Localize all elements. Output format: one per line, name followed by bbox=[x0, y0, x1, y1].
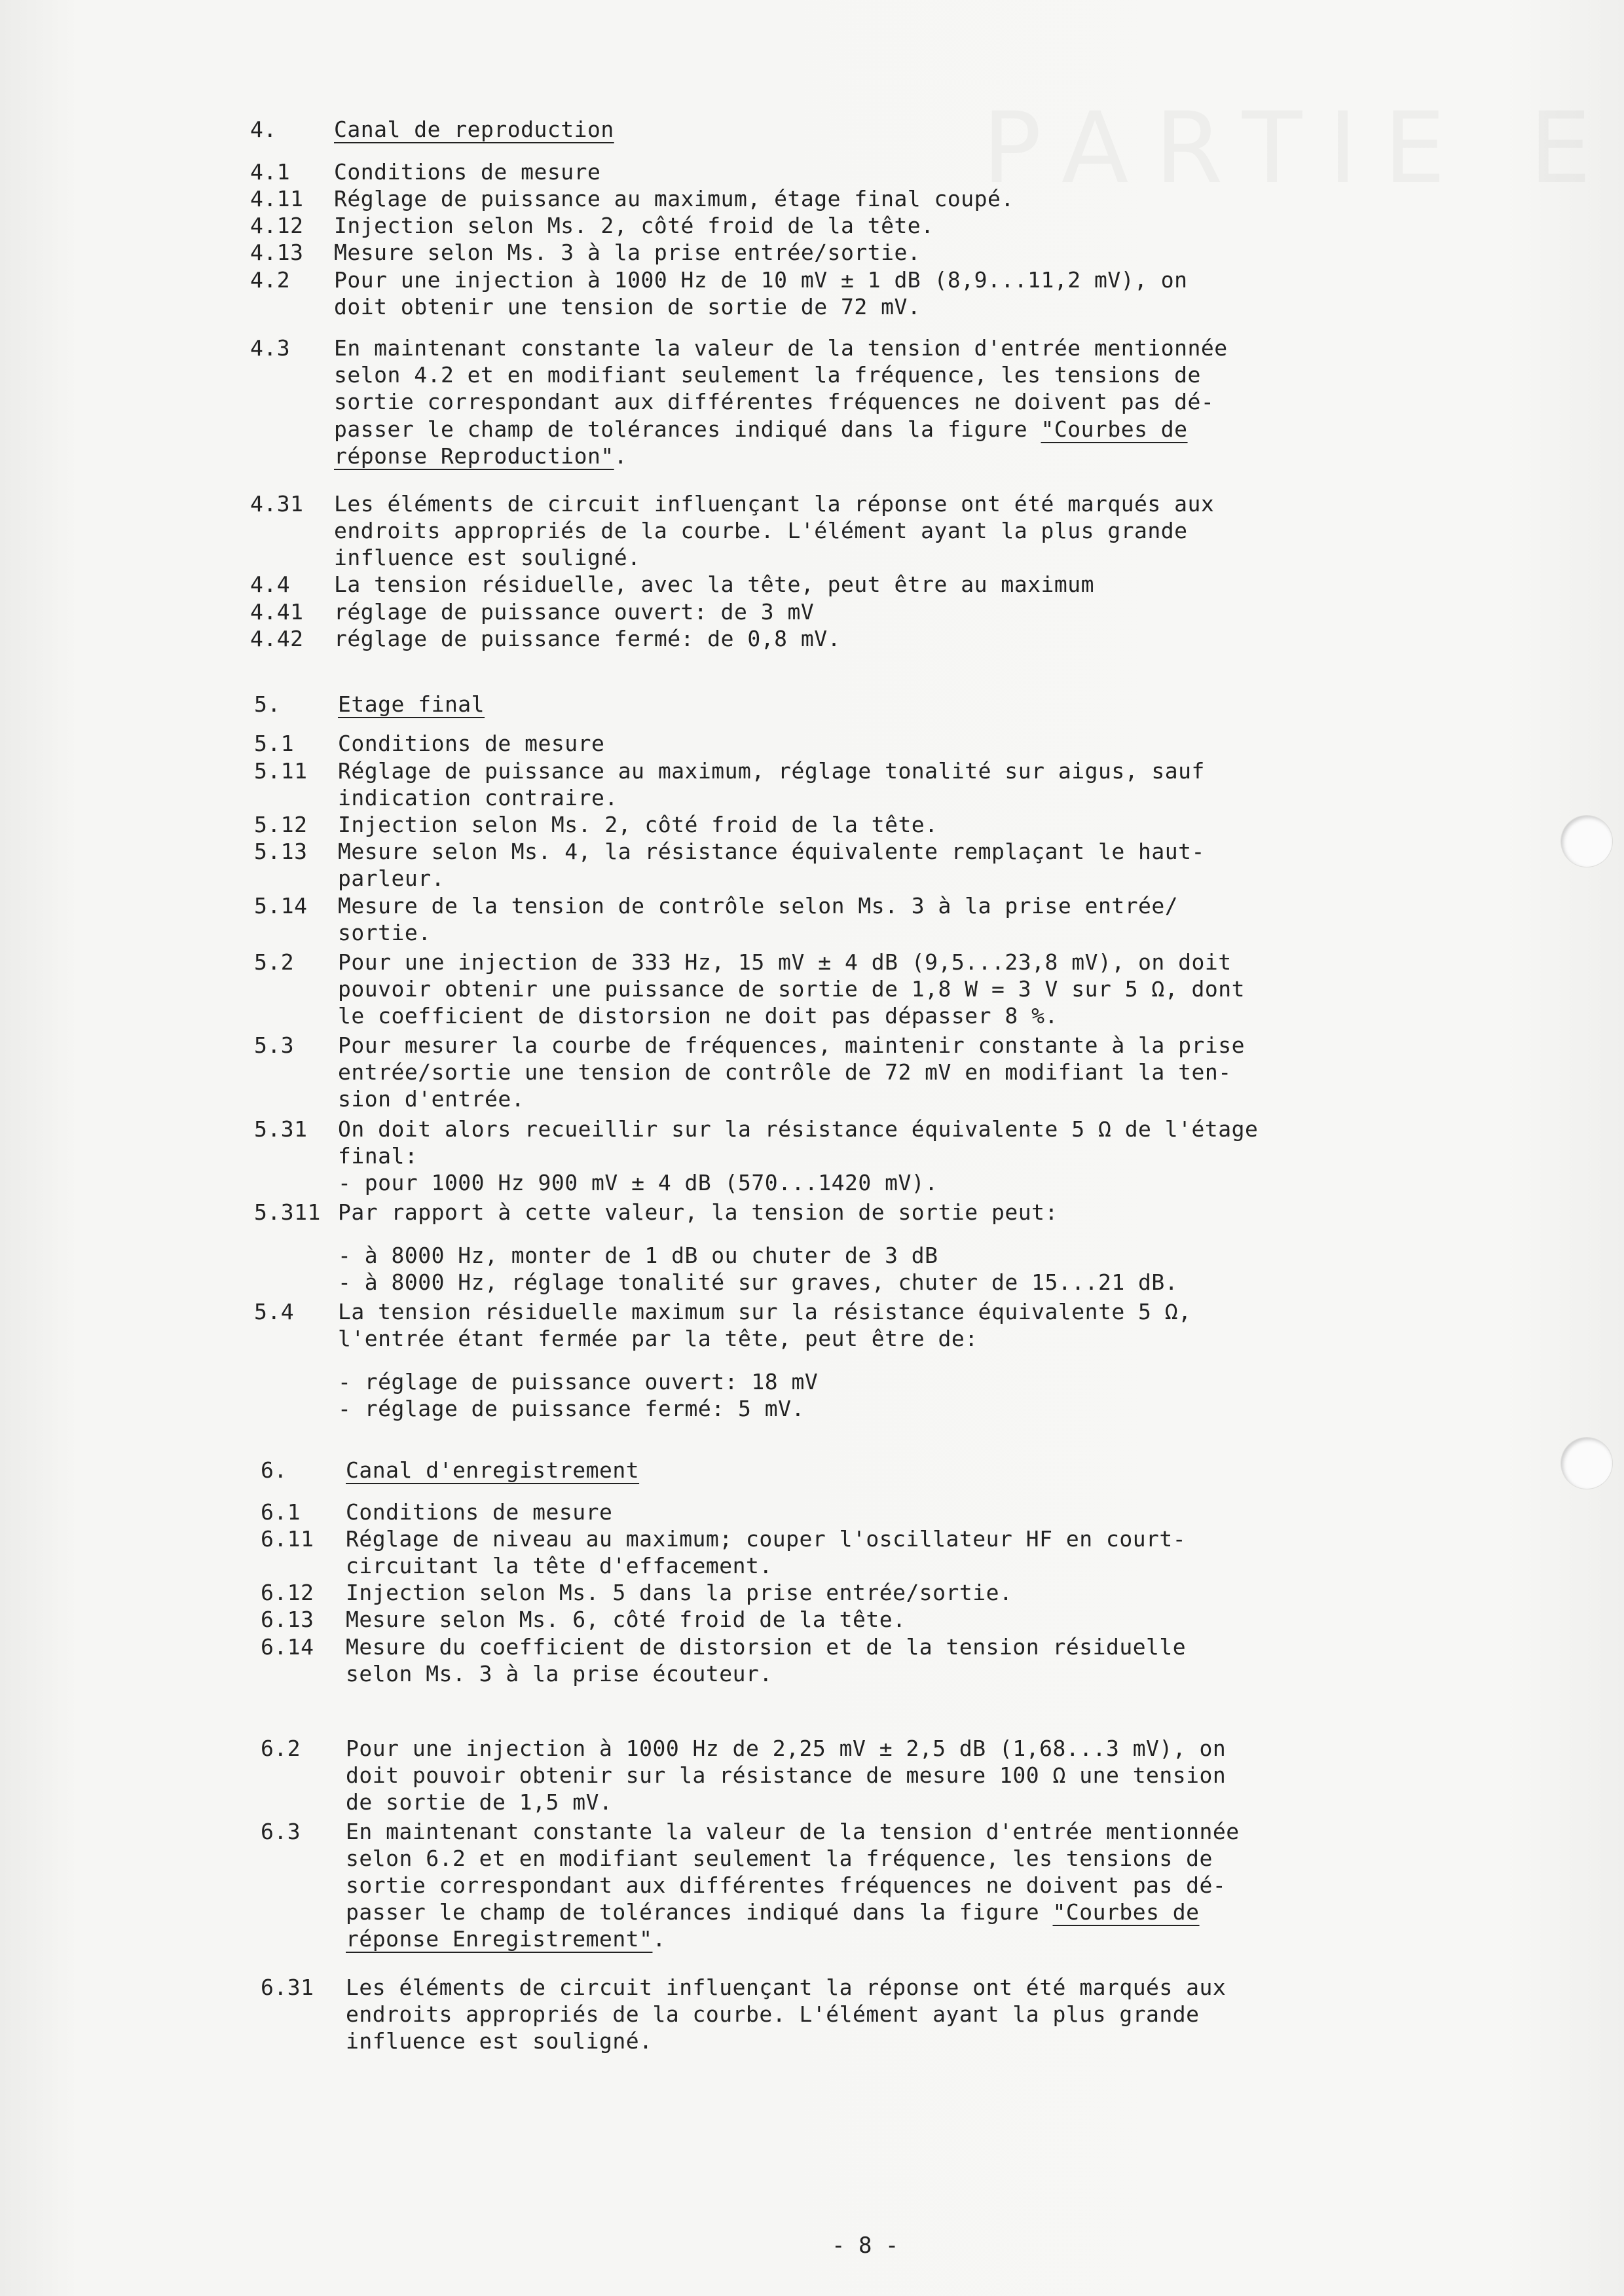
item-text-plain: sion d'entrée. bbox=[338, 1086, 525, 1112]
item-text bbox=[334, 518, 1188, 544]
item-text bbox=[346, 1872, 1226, 1899]
figure-reference-underlined: "Courbes de bbox=[1052, 1899, 1200, 1925]
item-text-plain: passer le champ de tolérances indiqué dans la figure bbox=[346, 1899, 1053, 1925]
item-number: 4.12 bbox=[250, 213, 304, 238]
item-text bbox=[346, 1499, 612, 1525]
item-text-plain: endroits appropriés de la courbe. L'élément ayant la plus grande bbox=[346, 2001, 1200, 2027]
item-text bbox=[334, 186, 1014, 212]
bleed-through-shadow bbox=[982, 92, 1624, 206]
item-text-plain: le coefficient de distorsion ne doit pas dépasser 8 %. bbox=[338, 1003, 1058, 1029]
item-text bbox=[338, 785, 618, 811]
item-text-plain: Injection selon Ms. 2, côté froid de la tête. bbox=[338, 812, 938, 837]
item-text-plain: endroits appropriés de la courbe. L'élément ayant la plus grande bbox=[334, 518, 1188, 543]
figure-reference-underlined: "Courbes de bbox=[1041, 416, 1188, 442]
item-text bbox=[338, 1086, 525, 1112]
item-text-plain: Mesure selon Ms. 6, côté froid de la tête. bbox=[346, 1607, 906, 1632]
item-text bbox=[334, 443, 627, 469]
section-5-number: 5. bbox=[254, 691, 281, 717]
item-text bbox=[334, 213, 934, 239]
item-text bbox=[334, 626, 841, 652]
item-text-plain: - à 8000 Hz, monter de 1 dB ou chuter de 3 dB bbox=[338, 1243, 938, 1268]
item-text bbox=[334, 335, 1228, 361]
item-text-plain: indication contraire. bbox=[338, 785, 618, 811]
item-number: 5.2 bbox=[254, 949, 295, 975]
item-text bbox=[346, 2001, 1200, 2028]
item-text-plain: entrée/sortie une tension de contrôle de 72 mV en modifiant la ten- bbox=[338, 1059, 1232, 1085]
item-number: 4.3 bbox=[250, 335, 291, 361]
item-text bbox=[346, 1607, 906, 1633]
item-text bbox=[346, 2028, 652, 2054]
item-text bbox=[346, 1926, 666, 1952]
item-number: 5.14 bbox=[254, 893, 308, 919]
item-text-plain: Mesure du coefficient de distorsion et de la tension résiduelle bbox=[346, 1634, 1187, 1660]
item-number: 5.1 bbox=[254, 731, 295, 756]
item-text-plain: Pour mesurer la courbe de fréquences, maintenir constante à la prise bbox=[338, 1032, 1246, 1058]
item-number: 5.12 bbox=[254, 812, 308, 837]
item-text-plain: Les éléments de circuit influençant la réponse ont été marqués aux bbox=[346, 1975, 1227, 2000]
item-text bbox=[338, 731, 604, 757]
item-text bbox=[346, 1846, 1213, 1872]
item-text-plain: En maintenant constante la valeur de la tension d'entrée mentionnée bbox=[334, 335, 1228, 361]
item-text-plain: Conditions de mesure bbox=[334, 159, 601, 185]
item-number: 6.31 bbox=[261, 1975, 314, 2000]
item-number: 4.2 bbox=[250, 267, 291, 293]
item-text-plain: Conditions de mesure bbox=[338, 731, 605, 756]
item-text-plain: influence est souligné. bbox=[346, 2028, 653, 2054]
item-text bbox=[338, 1170, 938, 1196]
item-text-plain: circuitant la tête d'effacement. bbox=[346, 1553, 773, 1578]
item-text bbox=[334, 240, 921, 266]
item-text bbox=[346, 1634, 1186, 1660]
item-text bbox=[338, 976, 1245, 1002]
item-text-plain: final: bbox=[338, 1143, 418, 1169]
item-text bbox=[346, 1789, 612, 1815]
punch-hole-bottom bbox=[1561, 1438, 1612, 1489]
item-text-plain: Pour une injection de 333 Hz, 15 mV ± 4 dB (9,5...23,8 mV), on doit bbox=[338, 949, 1232, 975]
item-text bbox=[338, 1199, 1058, 1226]
item-text bbox=[334, 599, 814, 625]
item-text-plain: sortie. bbox=[338, 920, 432, 945]
item-text-plain: La tension résiduelle, avec la tête, peut être au maximum bbox=[334, 572, 1094, 597]
item-text bbox=[338, 1369, 818, 1395]
item-text bbox=[338, 758, 1205, 784]
item-text bbox=[338, 1269, 1178, 1296]
item-text bbox=[334, 294, 921, 320]
item-text-plain: selon Ms. 3 à la prise écouteur. bbox=[346, 1661, 773, 1686]
item-text-plain: réglage de puissance ouvert: de 3 mV bbox=[334, 599, 815, 625]
item-text-plain: parleur. bbox=[338, 866, 445, 891]
item-number: 6.12 bbox=[261, 1580, 314, 1605]
item-text-plain: influence est souligné. bbox=[334, 545, 641, 570]
item-text-plain: Pour une injection à 1000 Hz de 2,25 mV ± 2,5 dB (1,68...3 mV), on bbox=[346, 1736, 1227, 1761]
item-text-plain: Réglage de puissance au maximum, étage final coupé. bbox=[334, 186, 1014, 211]
item-text-plain: Par rapport à cette valeur, la tension de sortie peut: bbox=[338, 1199, 1058, 1225]
section-6-title: Canal d'enregistrement bbox=[346, 1457, 640, 1483]
item-text-plain: Mesure selon Ms. 4, la résistance équivalente remplaçant le haut- bbox=[338, 839, 1205, 864]
item-text bbox=[346, 1975, 1226, 2001]
item-text bbox=[338, 893, 1178, 919]
item-text bbox=[346, 1819, 1240, 1845]
item-text-plain: sortie correspondant aux différentes fréquences ne doivent pas dé- bbox=[346, 1872, 1227, 1898]
item-text bbox=[338, 1299, 1192, 1325]
item-number: 4.4 bbox=[250, 572, 291, 597]
item-text bbox=[346, 1899, 1200, 1925]
item-text bbox=[334, 362, 1201, 388]
item-text-plain: Mesure de la tension de contrôle selon Ms. 3 à la prise entrée/ bbox=[338, 893, 1179, 919]
item-text-plain: La tension résiduelle maximum sur la résistance équivalente 5 Ω, bbox=[338, 1299, 1192, 1324]
section-5-title: Etage final bbox=[338, 691, 485, 717]
item-text bbox=[346, 1526, 1186, 1552]
item-text-plain: Injection selon Ms. 2, côté froid de la tête. bbox=[334, 213, 934, 238]
item-number: 5.311 bbox=[254, 1199, 321, 1225]
item-text bbox=[346, 1580, 1012, 1606]
item-text bbox=[338, 866, 445, 892]
item-text bbox=[338, 1116, 1258, 1142]
item-text-plain: - à 8000 Hz, réglage tonalité sur graves, chuter de 15...21 dB. bbox=[338, 1269, 1179, 1295]
item-number: 6.11 bbox=[261, 1526, 314, 1552]
item-text-plain: l'entrée étant fermée par la tête, peut être de: bbox=[338, 1326, 978, 1351]
item-number: 4.41 bbox=[250, 599, 304, 625]
item-text bbox=[338, 1143, 418, 1169]
item-text bbox=[338, 1059, 1232, 1085]
section-4-number: 4. bbox=[250, 117, 277, 142]
item-text-trailing: . bbox=[652, 1926, 666, 1952]
item-text-plain: - réglage de puissance ouvert: 18 mV bbox=[338, 1369, 819, 1394]
item-text bbox=[338, 812, 938, 838]
section-4-title: Canal de reproduction bbox=[334, 117, 614, 142]
item-text-plain: doit pouvoir obtenir sur la résistance de mesure 100 Ω une tension bbox=[346, 1762, 1227, 1788]
item-text-plain: Les éléments de circuit influençant la réponse ont été marqués aux bbox=[334, 491, 1215, 517]
item-text bbox=[334, 572, 1094, 598]
item-number: 5.13 bbox=[254, 839, 308, 864]
item-text-plain: Réglage de puissance au maximum, réglage tonalité sur aigus, sauf bbox=[338, 758, 1205, 784]
item-text-plain: selon 6.2 et en modifiant seulement la fréquence, les tensions de bbox=[346, 1846, 1213, 1871]
item-number: 4.11 bbox=[250, 186, 304, 211]
item-text-plain: sortie correspondant aux différentes fréquences ne doivent pas dé- bbox=[334, 389, 1215, 414]
item-text bbox=[346, 1762, 1226, 1789]
item-text bbox=[338, 949, 1232, 975]
item-text-plain: Pour une injection à 1000 Hz de 10 mV ± 1 dB (8,9...11,2 mV), on bbox=[334, 267, 1188, 293]
item-text-plain: En maintenant constante la valeur de la tension d'entrée mentionnée bbox=[346, 1819, 1240, 1844]
item-text-trailing: . bbox=[614, 443, 628, 469]
item-text bbox=[338, 920, 432, 946]
item-text bbox=[338, 1243, 938, 1269]
item-text-plain: réglage de puissance fermé: de 0,8 mV. bbox=[334, 626, 841, 651]
item-text-plain: On doit alors recueillir sur la résistance équivalente 5 Ω de l'étage bbox=[338, 1116, 1259, 1142]
item-number: 5.31 bbox=[254, 1116, 308, 1142]
figure-reference-underlined: réponse Enregistrement" bbox=[346, 1926, 653, 1952]
item-text-plain: Injection selon Ms. 5 dans la prise entrée/sortie. bbox=[346, 1580, 1013, 1605]
item-text bbox=[338, 1003, 1058, 1029]
item-text bbox=[334, 545, 640, 571]
item-number: 4.13 bbox=[250, 240, 304, 265]
item-text bbox=[346, 1736, 1226, 1762]
item-text bbox=[334, 491, 1214, 517]
item-text bbox=[334, 267, 1188, 293]
item-text bbox=[346, 1553, 773, 1579]
item-text-plain: Mesure selon Ms. 3 à la prise entrée/sortie. bbox=[334, 240, 921, 265]
item-number: 6.13 bbox=[261, 1607, 314, 1632]
item-text bbox=[338, 1396, 805, 1422]
item-text-plain: Conditions de mesure bbox=[346, 1499, 613, 1525]
punch-hole-top bbox=[1561, 816, 1612, 867]
item-number: 6.2 bbox=[261, 1736, 301, 1761]
section-6-number: 6. bbox=[261, 1457, 287, 1483]
item-number: 5.11 bbox=[254, 758, 308, 784]
item-text-plain: - pour 1000 Hz 900 mV ± 4 dB (570...1420 mV). bbox=[338, 1170, 938, 1195]
item-text-plain: selon 4.2 et en modifiant seulement la fréquence, les tensions de bbox=[334, 362, 1201, 388]
item-text bbox=[334, 416, 1188, 443]
item-text-plain: Réglage de niveau au maximum; couper l'oscillateur HF en court- bbox=[346, 1526, 1187, 1552]
item-text bbox=[334, 389, 1214, 415]
item-number: 6.1 bbox=[261, 1499, 301, 1525]
item-text bbox=[338, 1032, 1245, 1059]
item-number: 6.3 bbox=[261, 1819, 301, 1844]
item-number: 4.31 bbox=[250, 491, 304, 517]
item-text bbox=[334, 159, 600, 185]
item-text-plain: - réglage de puissance fermé: 5 mV. bbox=[338, 1396, 805, 1421]
item-text bbox=[338, 1326, 978, 1352]
item-text-plain: de sortie de 1,5 mV. bbox=[346, 1789, 613, 1815]
item-number: 5.4 bbox=[254, 1299, 295, 1324]
item-number: 4.1 bbox=[250, 159, 291, 185]
item-text-plain: doit obtenir une tension de sortie de 72 mV. bbox=[334, 294, 921, 319]
item-number: 4.42 bbox=[250, 626, 304, 651]
item-number: 6.14 bbox=[261, 1634, 314, 1660]
page-number: - 8 - bbox=[832, 2232, 899, 2259]
item-text-plain: passer le champ de tolérances indiqué dans la figure bbox=[334, 416, 1041, 442]
figure-reference-underlined: réponse Reproduction" bbox=[334, 443, 614, 469]
item-text bbox=[346, 1661, 773, 1687]
item-number: 5.3 bbox=[254, 1032, 295, 1058]
item-text-plain: pouvoir obtenir une puissance de sortie de 1,8 W = 3 V sur 5 Ω, dont bbox=[338, 976, 1246, 1002]
item-text bbox=[338, 839, 1205, 865]
